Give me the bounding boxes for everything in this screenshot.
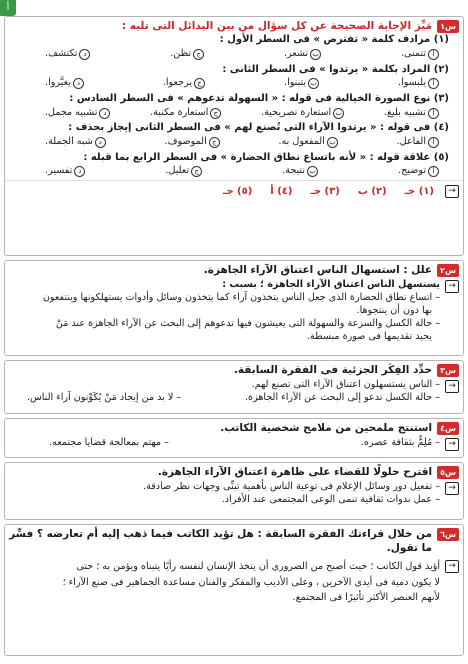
- option-circle-icon: ج: [194, 78, 205, 89]
- question-6-box: [4, 524, 464, 656]
- option-a[interactable]: [397, 136, 439, 149]
- sub-question-text: (٢) المراد بكلمة « يرتدوا » فى السطر الثانى :: [222, 63, 449, 75]
- option-d[interactable]: [45, 48, 90, 61]
- option-b[interactable]: [284, 77, 319, 90]
- option-b[interactable]: [282, 165, 318, 178]
- option-d[interactable]: [45, 77, 84, 90]
- answer-line: لأنهم العنصر الأكثر تأثيرًا فى المجتمع.: [292, 592, 440, 604]
- option-d[interactable]: [45, 107, 110, 120]
- question-1-header: [5, 17, 463, 33]
- sub-question-4: [5, 121, 463, 150]
- answer-two-col: [9, 392, 440, 405]
- answer-item: (١) جـ: [404, 185, 434, 197]
- question-badge: س٢: [437, 264, 459, 277]
- answer-row: [5, 377, 463, 407]
- option-circle-icon: د: [99, 108, 110, 119]
- answer-arrow-icon: →: [445, 560, 459, 573]
- option-text: تعليل.: [165, 165, 190, 177]
- option-circle-icon: ب: [308, 78, 319, 89]
- answer-line: أؤيد قول الكاتب ؛ حيث أصبح من الضرورى أن يتخذ الإنسان لنفسه رأيًا يتبناه ويؤمن به ؛ حتى: [76, 561, 440, 573]
- answer-arrow-icon: →: [445, 380, 459, 393]
- question-badge: س٥: [437, 466, 459, 479]
- option-text: الموصوف.: [164, 135, 207, 147]
- answer-line: – مهتم بمعالجة قضايا مجتمعه.: [49, 437, 169, 449]
- answers-row: [5, 180, 463, 201]
- options-row: [5, 47, 463, 63]
- question-6-header: [5, 525, 463, 555]
- option-circle-icon: ب: [327, 137, 338, 148]
- answer-line: – لا بد من إيجاد مَنْ يُكَوِّنون آراء الناس.: [27, 392, 182, 404]
- answer-row: [5, 277, 463, 346]
- sub-question-3: [5, 92, 463, 121]
- option-circle-icon: ب: [307, 166, 318, 177]
- question-5-box: [4, 462, 464, 520]
- option-d[interactable]: [45, 136, 106, 149]
- question-title: مَيِّز الإجابة الصحيحة عن كل سؤال من بين البدائل التى تليه :: [121, 20, 433, 32]
- answer-line: – حالة الكسل والسرعة والسهولة التى يعيشون فيها تدعوهم إلى البحث عن الآراء الجاهزة عند مَنْ: [55, 317, 440, 329]
- option-a[interactable]: [401, 48, 439, 61]
- sub-question-text: (٣) نوع الصورة الخيالية فى قوله : « السهولة تدعوهم » فى السطر السادس :: [69, 93, 449, 105]
- option-text: تشعر.: [283, 47, 309, 59]
- question-1-box: [4, 16, 464, 256]
- option-circle-icon: ج: [193, 49, 204, 60]
- answer-two-col: [9, 437, 440, 450]
- option-text: تفسير.: [45, 165, 73, 177]
- option-circle-icon: أ: [428, 78, 439, 89]
- options-row: [5, 106, 463, 122]
- option-text: يتبنوا.: [284, 77, 307, 89]
- option-b[interactable]: [261, 107, 344, 120]
- answer-arrow-icon: →: [445, 280, 459, 293]
- option-circle-icon: أ: [428, 137, 439, 148]
- option-text: تشبيه بليغ.: [383, 106, 426, 118]
- option-a[interactable]: [384, 107, 439, 120]
- sub-question-text: (٤) فى قوله : « يرتدوا الآراء التى تُصنع لهم » فى السطر الثانى إيجاز بحذف :: [68, 122, 449, 134]
- option-circle-icon: د: [95, 137, 106, 148]
- answer-key: [223, 185, 440, 199]
- question-badge: س٤: [437, 422, 459, 435]
- option-c[interactable]: [163, 77, 205, 90]
- question-3-header: [5, 361, 463, 377]
- option-text: استعارة مكنية.: [150, 106, 209, 118]
- answer-item: (٣) جـ: [310, 185, 340, 197]
- option-text: تظن.: [170, 47, 192, 59]
- option-circle-icon: ب: [333, 108, 344, 119]
- option-c[interactable]: [165, 136, 220, 149]
- answer-row: [5, 479, 463, 509]
- option-text: نتيجة.: [282, 165, 306, 177]
- option-text: يلبسوا.: [398, 77, 426, 89]
- answer-line: يستسهل الناس اعتناق الآراء الجاهزة ؛ بسبب :: [222, 279, 440, 291]
- question-5-header: [5, 463, 463, 479]
- answer-line: – حالة الكسل تدعو إلى البحث عن الآراء الجاهزة.: [245, 392, 440, 404]
- option-a[interactable]: [398, 77, 439, 90]
- answer-item: (٥) جـ: [222, 185, 253, 197]
- options-row: [5, 76, 463, 92]
- answer-line: – مُلِمٌّ بثقافة عصره.: [360, 437, 440, 449]
- answer-body: [9, 481, 440, 507]
- sub-question-1: [5, 33, 463, 62]
- question-title: من خلال قراءتك الفقرة السابقة : هل تؤيد الكاتب فيما ذهب إليه أم تعارضه ؟ فسِّر ما تقول.: [9, 528, 433, 555]
- answer-line: – الناس يستسهلون اعتناق الآراء التى تصنع لهم.: [251, 379, 440, 391]
- question-badge: س١: [437, 20, 459, 33]
- page-corner-tab: أ: [0, 0, 16, 16]
- option-circle-icon: ج: [210, 108, 221, 119]
- option-a[interactable]: [398, 165, 439, 178]
- answer-line: لا يكون دمية فى أيدى الآخرين ، وعلى الأديب والمفكر والفنان مساعدة الجماهير فى صنع الآراء ؛: [62, 576, 440, 588]
- question-title: علل : استسهال الناس اعتناق الآراء الجاهزة.: [203, 264, 433, 276]
- options-row: [5, 135, 463, 151]
- question-4-header: [5, 419, 463, 435]
- question-2-header: [5, 261, 463, 277]
- answer-arrow-icon: →: [445, 482, 459, 495]
- question-title: استنتج ملمحين من ملامح شخصية الكاتب.: [220, 422, 433, 434]
- answer-row: [5, 555, 463, 607]
- option-d[interactable]: [45, 165, 85, 178]
- page: [4, 4, 464, 660]
- option-text: استعارة تصريحية.: [261, 106, 332, 118]
- answer-arrow-icon: →: [445, 185, 459, 198]
- answer-row: [5, 435, 463, 453]
- sub-question-text: (١) مرادف كلمة « تفترض » فى السطر الأول :: [219, 34, 449, 46]
- sub-question-2: [5, 63, 463, 92]
- sub-question-5: [5, 151, 463, 180]
- option-text: تشبيه مجمل.: [45, 106, 98, 118]
- option-text: يرجعوا.: [162, 77, 193, 89]
- option-text: تتمنى.: [400, 47, 426, 59]
- option-c[interactable]: [165, 165, 202, 178]
- answer-body: [9, 559, 440, 605]
- question-badge: س٦: [437, 528, 459, 541]
- option-text: تكتشف.: [45, 47, 78, 59]
- answer-line: – تفعيل دور وسائل الإعلام فى توعية الناس بأهمية تبنِّى وجهات نظر صادقة.: [143, 481, 440, 493]
- option-text: توضيح.: [398, 165, 426, 177]
- option-circle-icon: د: [79, 49, 90, 60]
- question-title: حدِّد الفِكَر الجزئية فى الفقرة السابقة.: [233, 364, 433, 376]
- answer-body: [9, 279, 440, 344]
- option-circle-icon: ب: [310, 49, 321, 60]
- option-text: شبه الجملة.: [45, 135, 93, 147]
- answer-line: بها دون أن ينتجوها.: [356, 305, 432, 317]
- sub-question-text: (٥) علاقة قوله : « لأنه باتساع نطاق الحضارة » فى السطر الرابع بما قبله :: [83, 151, 449, 163]
- option-text: يغيَّروا.: [45, 77, 71, 89]
- option-b[interactable]: [278, 136, 337, 149]
- answer-line: – اتساع نطاق الحضارة الذى جعل الناس يتخذون آراء كما يتخذون وسائل وأدوات يستهلكونها وينتفعون: [42, 292, 440, 304]
- answer-line: – عمل ندوات ثقافية تنمى الوعى المجتمعى عند الأفراد.: [221, 494, 440, 506]
- option-c[interactable]: [170, 48, 204, 61]
- option-circle-icon: ج: [209, 137, 220, 148]
- option-circle-icon: أ: [428, 166, 439, 177]
- question-title: اقترح حلولًا للقضاء على ظاهرة اعتناق الآراء الجاهزة.: [157, 466, 433, 478]
- answer-line: يجيد تقديمها فى صورة مبسطة.: [306, 330, 432, 342]
- question-badge: س٣: [437, 364, 459, 377]
- option-c[interactable]: [150, 107, 221, 120]
- option-circle-icon: ج: [191, 166, 202, 177]
- option-b[interactable]: [284, 48, 321, 61]
- answer-item: (٢) ب: [357, 185, 387, 197]
- answer-item: (٤) أ: [270, 185, 293, 197]
- options-row: [5, 164, 463, 180]
- option-text: الفاعل.: [396, 135, 426, 147]
- question-4-box: [4, 418, 464, 458]
- answer-body: [9, 379, 440, 405]
- question-2-box: [4, 260, 464, 356]
- option-circle-icon: أ: [428, 108, 439, 119]
- answer-arrow-icon: →: [445, 438, 459, 451]
- question-3-box: [4, 360, 464, 414]
- option-circle-icon: د: [74, 166, 85, 177]
- option-circle-icon: أ: [428, 49, 439, 60]
- option-text: المفعول به.: [278, 135, 325, 147]
- option-circle-icon: د: [73, 78, 84, 89]
